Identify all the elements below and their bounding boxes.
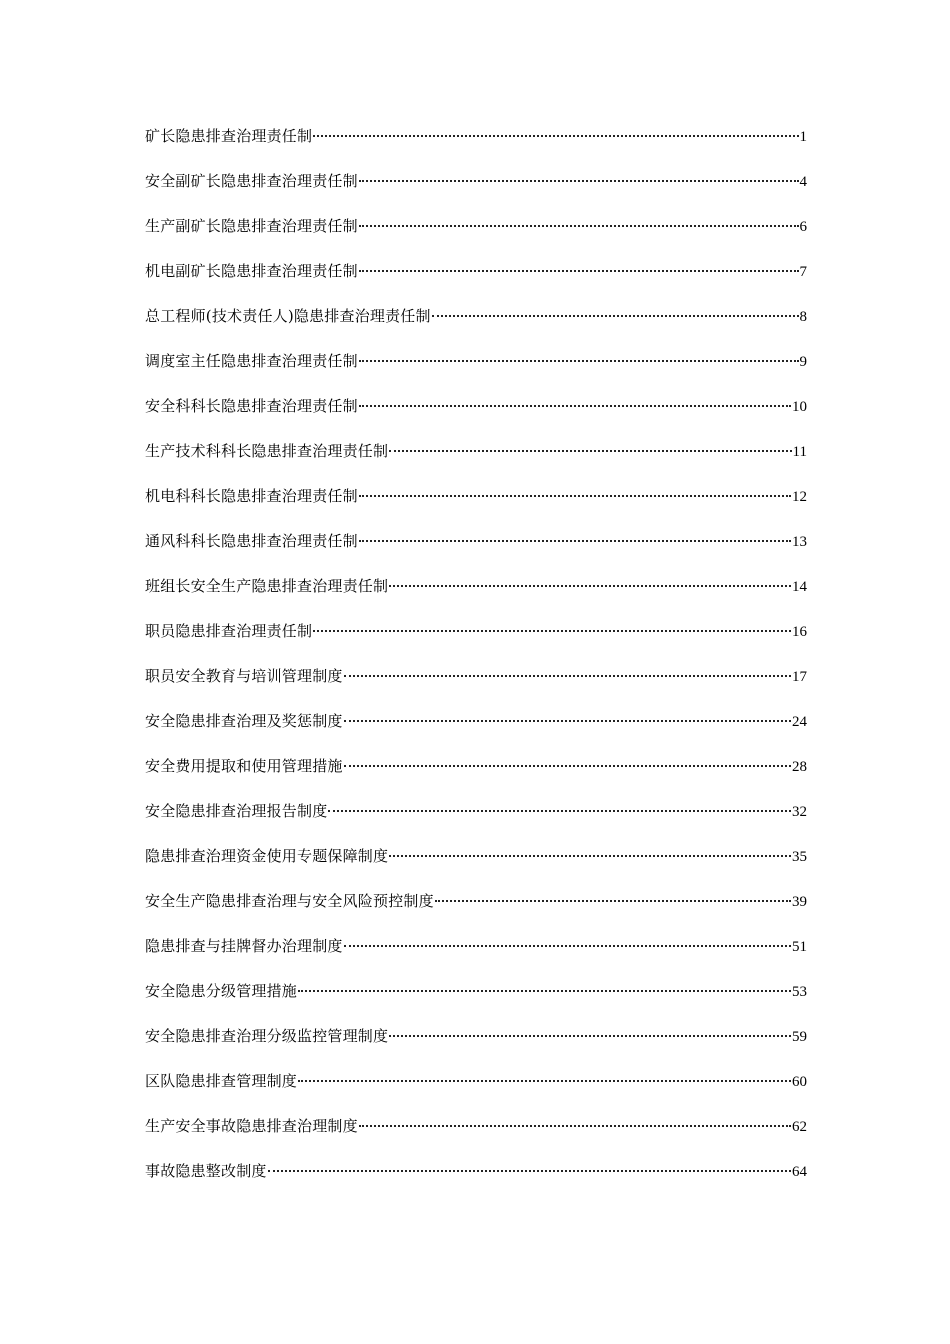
toc-entry[interactable] (145, 798, 807, 843)
toc-page-number: 4 (799, 174, 807, 190)
toc-entry[interactable] (145, 843, 807, 888)
toc-entry-title: 安全隐患排查治理分级监控管理制度 (145, 1027, 389, 1045)
toc-entry-title: 生产副矿长隐患排查治理责任制 (145, 217, 358, 235)
toc-dot-leader (389, 450, 791, 452)
toc-page-number: 10 (792, 399, 807, 415)
toc-dot-leader (389, 585, 791, 587)
toc-entry-title: 生产安全事故隐患排查治理制度 (145, 1117, 358, 1135)
toc-dot-leader (359, 270, 799, 272)
toc-entry[interactable] (145, 168, 807, 213)
toc-dot-leader (298, 1080, 791, 1082)
toc-page-number: 60 (792, 1074, 807, 1090)
toc-entry-title: 安全费用提取和使用管理措施 (145, 757, 343, 775)
toc-entry-title: 安全生产隐患排查治理与安全风险预控制度 (145, 892, 434, 910)
toc-page-number: 53 (792, 984, 807, 1000)
toc-entry-title: 机电副矿长隐患排查治理责任制 (145, 262, 358, 280)
toc-dot-leader (268, 1170, 791, 1172)
toc-entry[interactable] (145, 573, 807, 618)
toc-entry-title: 安全隐患分级管理措施 (145, 982, 298, 1000)
toc-entry-title: 机电科科长隐患排查治理责任制 (145, 487, 358, 505)
toc-dot-leader (344, 720, 791, 722)
toc-entry-title: 矿长隐患排查治理责任制 (145, 127, 313, 145)
toc-page-number: 11 (792, 444, 807, 460)
toc-dot-leader (359, 405, 791, 407)
toc-entry[interactable] (145, 978, 807, 1023)
toc-dot-leader (313, 630, 791, 632)
toc-entry-title: 安全科科长隐患排查治理责任制 (145, 397, 358, 415)
toc-entry[interactable] (145, 618, 807, 663)
toc-entry[interactable] (145, 1068, 807, 1113)
toc-page-number: 6 (799, 219, 807, 235)
toc-entry-title: 区队隐患排查管理制度 (145, 1072, 298, 1090)
toc-entry[interactable] (145, 1023, 807, 1068)
toc-page-number: 9 (799, 354, 807, 370)
toc-entry[interactable] (145, 348, 807, 393)
toc-dot-leader (359, 540, 791, 542)
toc-entry-title: 安全隐患排查治理及奖惩制度 (145, 712, 343, 730)
toc-dot-leader (344, 945, 791, 947)
toc-entry-title: 事故隐患整改制度 (145, 1162, 267, 1180)
toc-dot-leader (298, 990, 791, 992)
toc-page-number: 51 (792, 939, 807, 955)
toc-page-number: 59 (792, 1029, 807, 1045)
toc-entry[interactable] (145, 438, 807, 483)
toc-entry-title: 生产技术科科长隐患排查治理责任制 (145, 442, 389, 460)
toc-dot-leader (359, 225, 799, 227)
toc-entry[interactable] (145, 123, 807, 168)
toc-page-number: 35 (792, 849, 807, 865)
toc-page-number: 32 (792, 804, 807, 820)
toc-entry-title: 调度室主任隐患排查治理责任制 (145, 352, 358, 370)
toc-entry-title: 隐患排查与挂牌督办治理制度 (145, 937, 343, 955)
toc-page-number: 16 (792, 624, 807, 640)
toc-entry[interactable] (145, 1113, 807, 1158)
toc-page-number: 62 (792, 1119, 807, 1135)
toc-entry[interactable] (145, 753, 807, 798)
toc-page-number: 14 (792, 579, 807, 595)
toc-entry-title: 通风科科长隐患排查治理责任制 (145, 532, 358, 550)
toc-dot-leader (344, 765, 791, 767)
toc-page-number: 12 (792, 489, 807, 505)
toc-page-number: 17 (792, 669, 807, 685)
toc-page-number: 39 (792, 894, 807, 910)
toc-dot-leader (359, 360, 799, 362)
toc-page-number: 7 (799, 264, 807, 280)
toc-page-number: 24 (792, 714, 807, 730)
toc-entry-title: 隐患排查治理资金使用专题保障制度 (145, 847, 389, 865)
toc-entry[interactable] (145, 258, 807, 303)
toc-page-number: 1 (799, 129, 807, 145)
toc-page-number: 13 (792, 534, 807, 550)
toc-dot-leader (435, 900, 791, 902)
toc-entry-title: 职员隐患排查治理责任制 (145, 622, 313, 640)
toc-dot-leader (359, 180, 799, 182)
toc-dot-leader (344, 675, 791, 677)
toc-entry[interactable] (145, 213, 807, 258)
toc-entry-title: 班组长安全生产隐患排查治理责任制 (145, 577, 389, 595)
toc-entry-title: 职员安全教育与培训管理制度 (145, 667, 343, 685)
toc-dot-leader (389, 855, 791, 857)
toc-dot-leader (328, 810, 791, 812)
toc-page-number: 64 (792, 1164, 807, 1180)
toc-page-number: 28 (792, 759, 807, 775)
toc-entry[interactable] (145, 708, 807, 753)
table-of-contents (145, 123, 807, 1203)
toc-dot-leader (313, 135, 798, 137)
toc-dot-leader (359, 1125, 791, 1127)
toc-entry[interactable] (145, 663, 807, 708)
toc-entry-title: 总工程师(技术责任人)隐患排查治理责任制 (145, 307, 431, 325)
toc-entry[interactable] (145, 483, 807, 528)
toc-entry-title: 安全副矿长隐患排查治理责任制 (145, 172, 358, 190)
toc-dot-leader (432, 315, 799, 317)
toc-entry-title: 安全隐患排查治理报告制度 (145, 802, 328, 820)
toc-entry[interactable] (145, 528, 807, 573)
toc-entry[interactable] (145, 303, 807, 348)
toc-entry[interactable] (145, 393, 807, 438)
toc-entry[interactable] (145, 933, 807, 978)
toc-dot-leader (359, 495, 791, 497)
toc-dot-leader (389, 1035, 791, 1037)
toc-entry[interactable] (145, 888, 807, 933)
toc-page-number: 8 (799, 309, 807, 325)
toc-entry[interactable] (145, 1158, 807, 1203)
